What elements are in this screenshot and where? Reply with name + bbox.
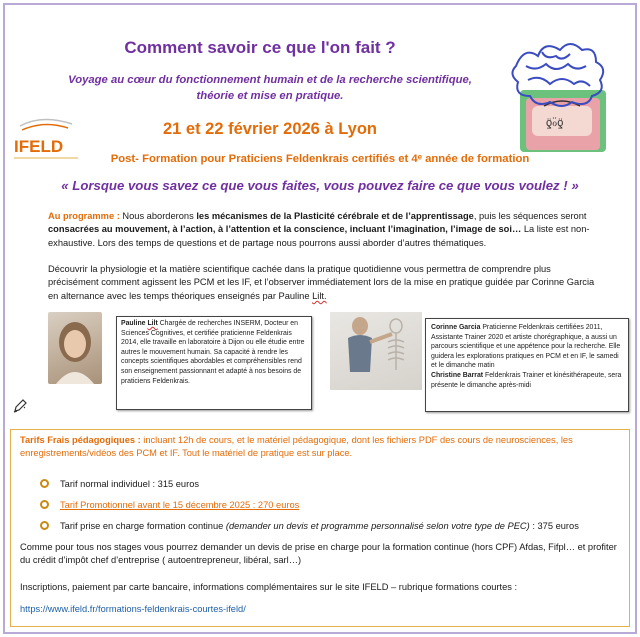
edit-pen-icon[interactable] bbox=[12, 398, 28, 414]
tarif-pec-text bbox=[60, 520, 579, 533]
logo-mark-icon bbox=[12, 118, 92, 162]
ifeld-link[interactable]: https://www.ifeld.fr/formations-feldenkrais-courtes-ifeld/ bbox=[20, 604, 246, 614]
page-title: Comment savoir ce que l'on fait ? bbox=[124, 38, 396, 57]
svg-text:ƍ̈ℴ̈ƍ̈: ƍ̈ℴ̈ƍ̈ bbox=[546, 117, 564, 129]
tarif-pec-italic: (demander un devis et programme personnalisé selon votre type de PEC) bbox=[225, 521, 530, 531]
tarif-normal-text: Tarif normal individuel : 315 euros bbox=[60, 479, 200, 489]
bio-christine-name: Christine Barrat bbox=[431, 371, 484, 379]
feldenkrais-quote: « Lorsque vous savez ce que vous faites, vous pouvez faire ce que vous voulez ! » bbox=[61, 178, 579, 193]
bio-corinne bbox=[425, 318, 629, 412]
bio-corinne-name: Corinne Garcia bbox=[431, 324, 481, 331]
bullet-circle-icon bbox=[40, 500, 49, 509]
pec-note: Comme pour tous nos stages vous pourrez demander un devis de prise en charge pour la formation continue (hors CPF) Afdas, Fifpl… et profiter du crédit d’impôt chef d’entreprise ( autoentrepreneur, libéral, sarl…) bbox=[20, 542, 617, 566]
subtitle-line-1: Voyage au cœur du fonctionnement humain et de la recherche scientifique, bbox=[68, 74, 472, 86]
event-dates: 21 et 22 février 2026 à Lyon bbox=[162, 120, 378, 138]
subtitle-line-2: théorie et mise en pratique. bbox=[196, 90, 344, 102]
pauline-photo bbox=[48, 312, 102, 384]
programme-bold-2: consacrées au mouvement, à l’action, à l’attention et la conscience, incluant l’imagination, l’image de soi… bbox=[48, 224, 522, 235]
corinne-photo bbox=[330, 312, 422, 390]
bio-christine-text: Feldenkrais Trainer et kinésithérapeute, sera présente le dimanche après-midi bbox=[431, 371, 622, 389]
ifeld-logo bbox=[12, 118, 92, 162]
tarif-pec-main: Tarif prise en charge formation continue bbox=[60, 521, 226, 531]
bio-pauline-name: Pauline bbox=[121, 320, 148, 327]
logo-text: IFELD bbox=[14, 137, 64, 156]
tarif-pec-tail: : 375 euros bbox=[529, 521, 579, 531]
tarif-promo-text: Tarif Promotionnel avant le 15 décembre 2025 : 270 euros bbox=[60, 500, 300, 510]
discover-name-tail: Lilt. bbox=[312, 290, 327, 301]
tarifs-label: Tarifs Frais pédagogiques : bbox=[20, 435, 141, 445]
bio-pauline-name-tail: Lilt bbox=[147, 320, 158, 327]
programme-text-2: , puis les séquences seront bbox=[473, 211, 587, 221]
discover-text: Découvrir la physiologie et la matière scientifique cachée dans la pratique quotidienne vous permettra de comprendre plus précisément comment agissent les PCM et les IF, et l’observer immédiatement lors de la mise en pratique guidée par Corinne Garcia en alternance avec les temps théoriques enseignés par Pauline bbox=[48, 264, 595, 301]
bio-pauline bbox=[116, 316, 312, 410]
programme-bold-1: les mécanismes de la Plasticité cérébrale et de l’apprentissage bbox=[196, 211, 474, 221]
bullet-circle-icon bbox=[40, 521, 49, 530]
programme-text-1: Nous aborderons bbox=[119, 211, 197, 221]
tarifs-header bbox=[20, 434, 620, 461]
programme-label: Au programme : bbox=[48, 211, 120, 221]
tarifs-desc: incluant 12h de cours, et le matériel pédagogique, dont les fichiers PDF des cours de neurosciences, les enregistrements/vidéos des PCM et IF. Tout le matériel de pratique est sur place. bbox=[20, 435, 573, 459]
discover-paragraph bbox=[48, 263, 596, 303]
bio-corinne-text: Praticienne Feldenkrais certifiées 2011, Assistante Trainer 2020 et artiste chorégraphique, a aussi un parcours scientifique et une appétence pour la recherche. Elle guidera les explorations pratiques en PCM et en IF, le samedi et le dimanche matin bbox=[431, 324, 621, 370]
page-subtitle bbox=[50, 72, 490, 104]
programme-text-3: La liste est non-exhaustive. Lors des temps de questions et de partage nous pourrons aussi aborder d’autres thématiques. bbox=[48, 224, 590, 248]
bullet-circle-icon bbox=[40, 479, 49, 488]
inscription-note: Inscriptions, paiement par carte bancaire, informations complémentaires sur le site IFELD – rubrique formations courtes : bbox=[20, 582, 518, 592]
audience-line: Post- Formation pour Praticiens Feldenkrais certifiés et 4ᵉ année de formation bbox=[110, 153, 530, 165]
bio-pauline-text: Chargée de recherches INSERM, Docteur en Sciences Cognitives, et certifiée praticienne Feldenkrais 2014, elle travaille en laboratoire à Dijon ou elle étudie entre autres le mouvement humain. Sa capacité à rendre les concepts scientifiques abordables et compréhensibles rend son enseignement passionnant et adapté à nos besoins de praticiens Feldenkrais. bbox=[121, 320, 305, 385]
programme-paragraph bbox=[48, 210, 596, 250]
